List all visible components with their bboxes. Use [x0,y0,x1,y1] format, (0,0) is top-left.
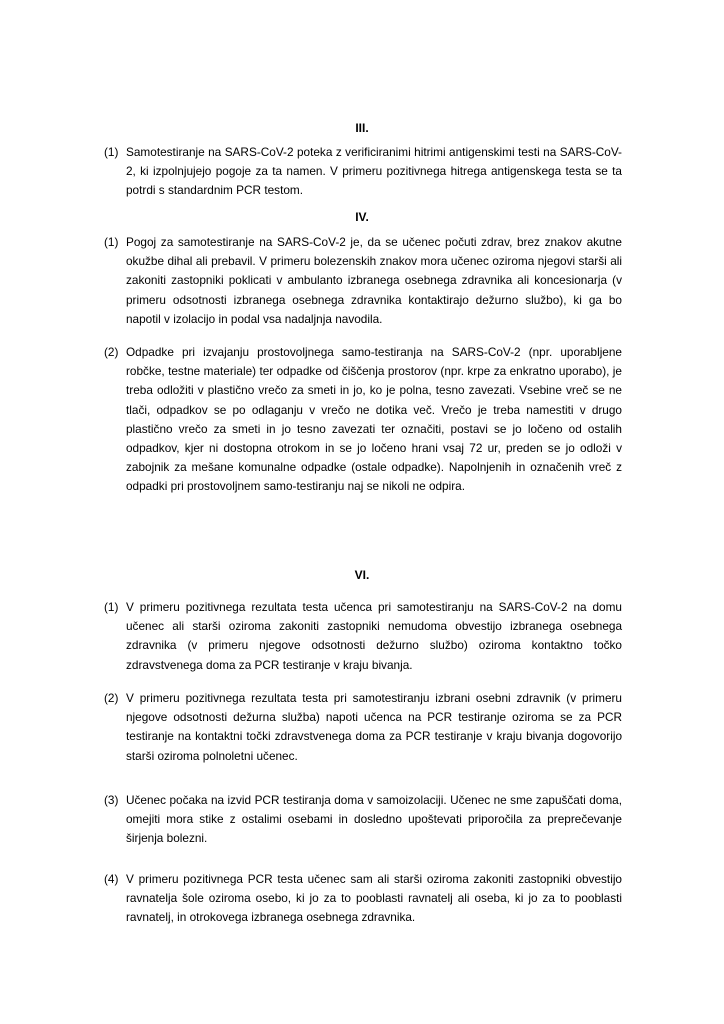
section-heading-IV: IV. [355,210,369,224]
section-IV-paragraph-2 [104,343,622,497]
paragraph-number: (2) [104,345,119,359]
section-IV-paragraph-1 [104,233,622,329]
paragraph-text: V primeru pozitivnega rezultata testa učenca pri samotestiranju na SARS-CoV-2 na domu učenec ali starši oziroma zakoniti zastopniki nemudoma obvestijo izbranega osebnega zdravnika (v primeru njegove odsotnosti dežurno službo) oziroma kontaktno točko zdravstvenega doma za PCR testiranje v kraju bivanja. [126,600,622,672]
paragraph-number: (1) [104,235,119,249]
section-VI-paragraph-1 [104,598,622,675]
section-VI-paragraph-2 [104,689,622,766]
paragraph-text: V primeru pozitivnega PCR testa učenec sam ali starši oziroma zakoniti zastopniki obvestijo ravnatelja šole oziroma osebo, ki jo za to pooblasti ravnatelj ali oseba, ki jo za to pooblasti ravnatelj, in otrokovega izbranega osebnega zdravnika. [126,872,622,925]
section-VI-paragraph-3 [104,791,622,849]
section-VI-paragraph-4 [104,870,622,928]
section-heading-III: III. [355,121,369,135]
paragraph-number: (3) [104,793,119,807]
paragraph-text: Učenec počaka na izvid PCR testiranja doma v samoizolaciji. Učenec ne sme zapuščati doma, omejiti mora stike z ostalimi osebami in dosledno upoštevati priporočila za preprečevanje širjenja bolezni. [126,793,622,846]
paragraph-text: V primeru pozitivnega rezultata testa pri samotestiranju izbrani osebni zdravnik (v primeru njegove odsotnosti dežurna služba) napoti učenca na PCR testiranje oziroma se za PCR testiranje na kontaktni točki zdravstvenega doma za PCR testiranje v kraju bivanja dogovorijo starši oziroma polnoletni učenec. [126,691,622,763]
section-III-paragraph-1 [104,143,622,201]
paragraph-text: Pogoj za samotestiranje na SARS-CoV-2 je, da se učenec počuti zdrav, brez znakov akutne okužbe dihal ali prebavil. V primeru bolezenskih znakov mora učenec oziroma njegovi starši ali zakoniti zastopniki poklicati v ambulanto izbranega osebnega zdravnika ali koncesionarja (v primeru odsotnosti izbranega osebnega zdravnika kontaktirajo dežurno službo), ki ga bo napotil v izolacijo in podal vsa nadaljnja navodila. [126,235,622,326]
paragraph-text: Samotestiranje na SARS-CoV-2 poteka z verificiranimi hitrimi antigenskimi testi na SARS-CoV-2, ki izpolnjujejo pogoje za ta namen. V primeru pozitivnega hitrega antigenskega testa se ta potrdi s standardnim PCR testom. [126,145,622,198]
paragraph-number: (1) [104,145,119,159]
paragraph-number: (2) [104,691,119,705]
paragraph-text: Odpadke pri izvajanju prostovoljnega samo-testiranja na SARS-CoV-2 (npr. uporabljene robčke, testne materiale) ter odpadke od čiščenja prostorov (npr. krpe za enkratno uporabo), je treba odložiti v plastično vrečo za smeti in jo, ko je polna, tesno zavezati. Vsebine vreč se ne tlači, odpadkov se po odlaganju v vrečo ne dotika več. Vrečo je treba namestiti v drugo plastično vrečo za smeti in jo tesno zavezati ter označiti, postavi se jo ločeno od ostalih odpadkov, kjer ni dostopna otrokom in se jo ločeno hrani vsaj 72 ur, preden se jo odloži v zabojnik za mešane komunalne odpadke (ostale odpadke). Napolnjenih in označenih vreč z odpadki pri prostovoljnem samo-testiranju naj se nikoli ne odpira. [126,345,622,494]
paragraph-number: (1) [104,600,119,614]
paragraph-number: (4) [104,872,119,886]
section-heading-VI: VI. [354,568,370,582]
